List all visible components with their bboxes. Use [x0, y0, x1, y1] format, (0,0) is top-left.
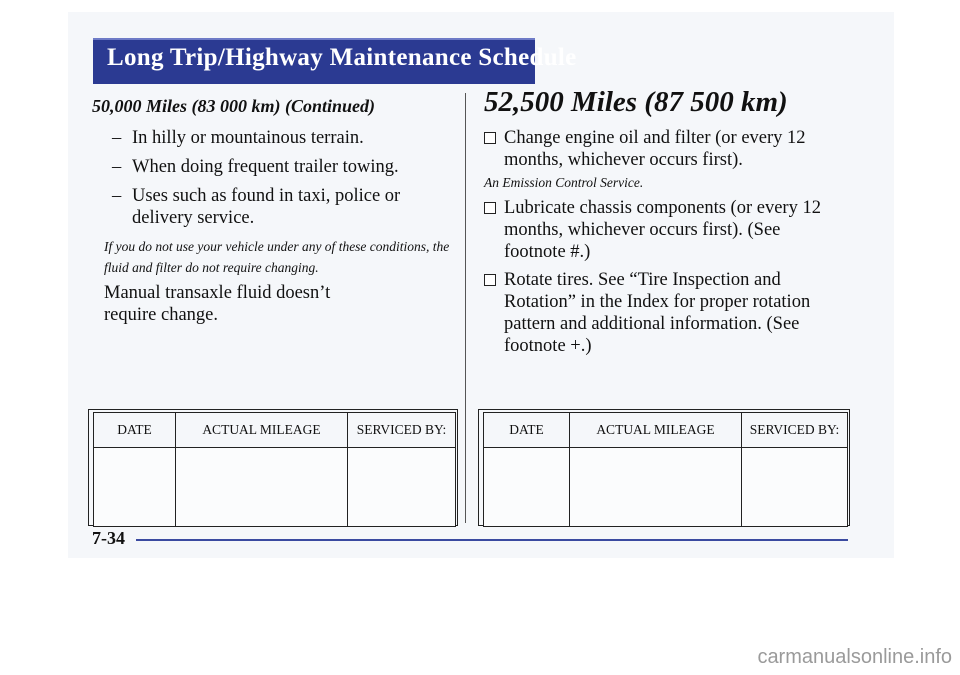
checkbox-icon[interactable] — [484, 132, 496, 144]
serviced-by-cell[interactable] — [348, 448, 456, 527]
checkbox-icon[interactable] — [484, 274, 496, 286]
checklist-item-text: Lubricate chassis components (or every 12 months, whichever occurs first). (See footnote #.) — [504, 198, 821, 262]
watermark: carmanualsonline.info — [757, 646, 952, 668]
dash-icon: – — [112, 128, 122, 148]
mileage-header: ACTUAL MILEAGE — [570, 413, 742, 448]
checklist-item-text: Change engine oil and filter (or every 12 months, whichever occurs first). — [504, 128, 806, 170]
dash-icon: – — [112, 186, 122, 206]
date-cell[interactable] — [94, 448, 176, 527]
right-column — [484, 86, 844, 363]
serviced-by-header: SERVICED BY: — [742, 413, 848, 448]
serviced-by-cell[interactable] — [742, 448, 848, 527]
mileage-cell[interactable] — [570, 448, 742, 527]
list-item-text: Uses such as found in taxi, police or delivery service. — [132, 186, 401, 228]
footer-rule — [136, 539, 848, 541]
date-cell[interactable] — [484, 448, 570, 527]
banner-title: Long Trip/Highway Maintenance Schedule — [107, 44, 577, 71]
checkbox-icon[interactable] — [484, 202, 496, 214]
left-column — [92, 96, 456, 326]
list-item — [104, 156, 456, 178]
serviced-by-header: SERVICED BY: — [348, 413, 456, 448]
right-heading: 52,500 Miles (87 500 km) — [484, 86, 788, 118]
checklist-item — [484, 269, 844, 357]
emission-note: An Emission Control Service. — [484, 175, 644, 190]
service-record-table-left — [93, 412, 456, 527]
date-header: DATE — [484, 413, 570, 448]
column-divider — [465, 93, 466, 523]
checklist-item — [484, 127, 844, 171]
page-number: 7-34 — [92, 528, 125, 548]
checklist-item — [484, 197, 844, 263]
mileage-cell[interactable] — [176, 448, 348, 527]
list-item — [104, 127, 456, 149]
section-banner — [93, 38, 577, 84]
condition-list — [104, 127, 456, 229]
left-subheading: 50,000 Miles (83 000 km) (Continued) — [92, 96, 376, 116]
checklist-item-text: Rotate tires. See “Tire Inspection and Rotation” in the Index for proper rotation pattern and additional information. (See footnote +.) — [504, 270, 811, 356]
service-record-table-right — [483, 412, 848, 527]
transaxle-note: Manual transaxle fluid doesn’t require change. — [104, 283, 331, 325]
list-item-text: In hilly or mountainous terrain. — [132, 128, 364, 148]
dash-icon: – — [112, 157, 122, 177]
italic-note: If you do not use your vehicle under any of these conditions, the fluid and filter do not require changing. — [104, 239, 450, 275]
date-header: DATE — [94, 413, 176, 448]
list-item — [104, 185, 456, 229]
mileage-header: ACTUAL MILEAGE — [176, 413, 348, 448]
list-item-text: When doing frequent trailer towing. — [132, 157, 399, 177]
